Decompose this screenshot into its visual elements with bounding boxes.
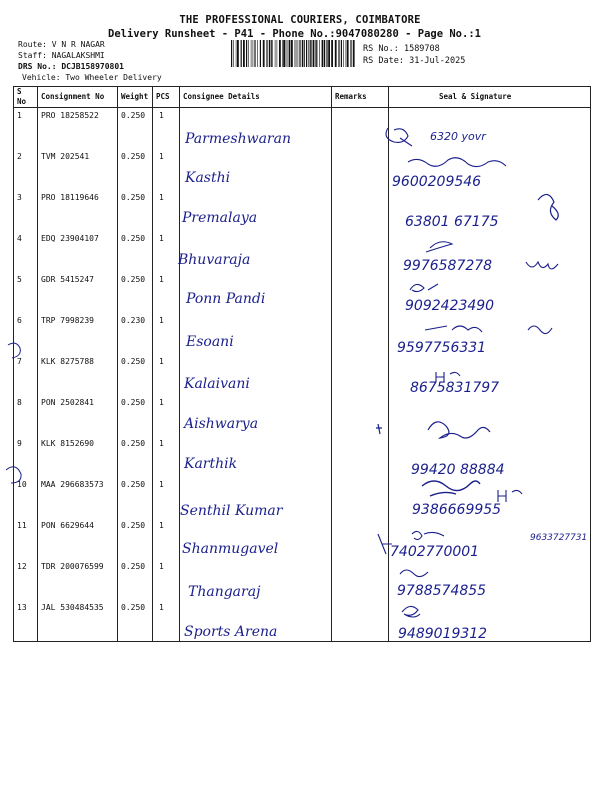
vehicle-line: Vehicle: Two Wheeler Delivery: [22, 73, 162, 82]
consignee-handwriting: Shanmugavel: [182, 541, 279, 557]
route-line: Route: V N R NAGAR: [18, 40, 105, 49]
barcode-bar: [315, 40, 316, 67]
barcode-bar: [343, 40, 344, 67]
table-row: [14, 477, 591, 518]
row-pcs: 1: [153, 149, 180, 190]
barcode-bar: [347, 40, 349, 67]
row-weight: 0.250: [118, 436, 153, 477]
table-row: [14, 108, 591, 150]
row-remarks: [332, 108, 389, 150]
barcode-bar: [324, 40, 325, 67]
row-pcs: 1: [153, 313, 180, 354]
row-seal-signature: [389, 518, 591, 559]
row-remarks: [332, 190, 389, 231]
barcode-bar: [282, 40, 283, 67]
row-consignee-details: [180, 436, 332, 477]
consignee-handwriting: Kalaivani: [184, 376, 250, 392]
barcode-bar: [313, 40, 315, 67]
barcode-bar: [328, 40, 330, 67]
row-consignment-no: EDQ 23904107: [38, 231, 118, 272]
table-row: [14, 149, 591, 190]
barcode-bar: [331, 40, 333, 67]
row-consignee-details: [180, 190, 332, 231]
barcode-image: [230, 40, 355, 67]
barcode-bar: [302, 40, 303, 67]
barcode-bar: [277, 40, 278, 67]
row-consignment-no: GDR 5415247: [38, 272, 118, 313]
table-row: [14, 559, 591, 600]
row-consignment-no: PON 6629644: [38, 518, 118, 559]
phone-handwriting: 9597756331: [397, 340, 487, 356]
phone-handwriting: 8675831797: [410, 380, 500, 396]
row-weight: 0.250: [118, 108, 153, 150]
row-sno: 1: [14, 108, 38, 150]
barcode-bar: [322, 40, 324, 67]
rs-date-value: 31-Jul-2025: [409, 56, 466, 66]
consignee-handwriting: Aishwarya: [184, 416, 259, 432]
barcode-bar: [326, 40, 327, 67]
row-weight: 0.250: [118, 149, 153, 190]
row-seal-signature: [389, 231, 591, 272]
row-remarks: [332, 600, 389, 642]
col-sno: S No: [14, 87, 38, 108]
consignee-handwriting: Esoani: [186, 334, 234, 350]
row-weight: 0.250: [118, 190, 153, 231]
row-consignment-no: MAA 296683573: [38, 477, 118, 518]
barcode-bar: [298, 40, 299, 67]
row-pcs: 1: [153, 272, 180, 313]
row-sno: 9: [14, 436, 38, 477]
phone-handwriting: 9976587278: [403, 258, 493, 274]
phone-handwriting: 9489019312: [398, 626, 488, 642]
row-sno: 8: [14, 395, 38, 436]
barcode-bar: [316, 40, 317, 67]
consignee-handwriting: Senthil Kumar: [180, 503, 283, 519]
row-seal-signature: [389, 108, 591, 150]
row-consignment-no: TRP 7998239: [38, 313, 118, 354]
phone-note-handwriting: 9633727731: [530, 533, 588, 543]
row-seal-signature: [389, 600, 591, 642]
barcode-bar: [253, 40, 254, 67]
staff-line: Staff: NAGALAKSHMI: [18, 51, 105, 60]
table-header-row: [14, 87, 591, 108]
row-remarks: [332, 395, 389, 436]
table-row: [14, 272, 591, 313]
phone-handwriting: 9386669955: [412, 502, 502, 518]
barcode-bar: [254, 40, 255, 67]
row-seal-signature: [389, 272, 591, 313]
barcode-bar: [353, 40, 355, 67]
vehicle-value: Two Wheeler Delivery: [65, 73, 162, 82]
row-consignee-details: [180, 559, 332, 600]
company-title: THE PROFESSIONAL COURIERS, COIMBATORE: [179, 14, 421, 26]
barcode-bar: [308, 40, 309, 67]
row-remarks: [332, 477, 389, 518]
table-row: [14, 354, 591, 395]
row-consignee-details: [180, 395, 332, 436]
row-seal-signature: [389, 149, 591, 190]
row-pcs: 1: [153, 190, 180, 231]
runsheet-subtitle: Delivery Runsheet - P41 - Phone No.:9047080280 - Page No.:1: [108, 28, 481, 40]
barcode-bar: [236, 40, 237, 67]
row-seal-signature: [389, 436, 591, 477]
barcode-bar: [311, 40, 312, 67]
row-sno: 7: [14, 354, 38, 395]
row-weight: 0.250: [118, 395, 153, 436]
barcode-bar: [269, 40, 270, 67]
barcode-bar: [272, 40, 273, 67]
phone-handwriting: 9600209546: [392, 174, 482, 190]
table-row: [14, 518, 591, 559]
barcode-bar: [283, 40, 285, 67]
barcode-bar: [341, 40, 342, 67]
row-weight: 0.250: [118, 231, 153, 272]
row-remarks: [332, 518, 389, 559]
row-consignee-details: [180, 108, 332, 150]
row-consignment-no: JAL 530484535: [38, 600, 118, 642]
row-consignee-details: [180, 600, 332, 642]
barcode-bar: [295, 40, 296, 67]
barcode-bar: [289, 40, 291, 67]
rs-no-line: RS No.: 1589708: [363, 44, 440, 54]
row-pcs: 1: [153, 354, 180, 395]
barcode-bar: [263, 40, 265, 67]
barcode-bar: [279, 40, 281, 67]
row-weight: 0.250: [118, 559, 153, 600]
row-sno: 2: [14, 149, 38, 190]
barcode-bar: [350, 40, 351, 67]
col-pcs: PCS: [153, 87, 180, 108]
row-pcs: 1: [153, 518, 180, 559]
runsheet-table: [13, 86, 591, 642]
phone-handwriting: 9788574855: [397, 583, 487, 599]
barcode-bar: [233, 40, 234, 67]
barcode-bar: [231, 40, 232, 67]
row-consignee-details: [180, 477, 332, 518]
barcode-bar: [241, 40, 242, 67]
row-remarks: [332, 354, 389, 395]
col-seal: Seal & Signature: [389, 87, 591, 108]
row-sno: 4: [14, 231, 38, 272]
row-consignee-details: [180, 518, 332, 559]
col-consignment: Consignment No: [38, 87, 118, 108]
drs-line: DRS No.: DCJB158970801: [18, 62, 124, 71]
row-weight: 0.250: [118, 600, 153, 642]
row-remarks: [332, 559, 389, 600]
route-value: V N R NAGAR: [51, 40, 105, 49]
row-pcs: 1: [153, 477, 180, 518]
barcode-bar: [251, 40, 252, 67]
barcode-bar: [304, 40, 305, 67]
drs-value: DCJB158970801: [61, 62, 124, 71]
barcode-bar: [248, 40, 249, 67]
barcode-bar: [260, 40, 261, 67]
consignee-handwriting: Ponn Pandi: [186, 291, 266, 307]
row-sno: 12: [14, 559, 38, 600]
rs-no-value: 1589708: [403, 44, 440, 54]
row-pcs: 1: [153, 600, 180, 642]
row-sno: 11: [14, 518, 38, 559]
table-row: [14, 313, 591, 354]
row-consignee-details: [180, 272, 332, 313]
row-consignment-no: KLK 8152690: [38, 436, 118, 477]
barcode-bar: [299, 40, 300, 67]
phone-handwriting: 99420 88884: [411, 462, 505, 478]
row-remarks: [332, 149, 389, 190]
barcode-bar: [266, 40, 267, 67]
col-weight: Weight: [118, 87, 153, 108]
barcode-bar: [335, 40, 337, 67]
barcode-bar: [246, 40, 247, 67]
barcode-bar: [346, 40, 347, 67]
row-seal-signature: [389, 395, 591, 436]
phone-handwriting: 6320 yovr: [430, 130, 486, 143]
row-sno: 13: [14, 600, 38, 642]
row-weight: 0.250: [118, 518, 153, 559]
barcode-bar: [243, 40, 245, 67]
row-weight: 0.250: [118, 354, 153, 395]
row-weight: 0.250: [118, 477, 153, 518]
row-seal-signature: [389, 559, 591, 600]
barcode-bar: [291, 40, 293, 67]
row-consignment-no: KLK 8275788: [38, 354, 118, 395]
row-remarks: [332, 231, 389, 272]
barcode-bar: [275, 40, 276, 67]
barcode-bar: [296, 40, 297, 67]
phone-handwriting: 7402770001: [390, 544, 480, 560]
row-pcs: 1: [153, 108, 180, 150]
row-consignee-details: [180, 149, 332, 190]
barcode-bar: [338, 40, 339, 67]
rs-date-line: RS Date: 31-Jul-2025: [363, 56, 466, 66]
row-remarks: [332, 313, 389, 354]
row-pcs: 1: [153, 395, 180, 436]
row-consignment-no: PRO 18119646: [38, 190, 118, 231]
barcode-bar: [237, 40, 239, 67]
barcode-bar: [257, 40, 258, 67]
row-pcs: 1: [153, 559, 180, 600]
row-seal-signature: [389, 354, 591, 395]
barcode-bar: [287, 40, 288, 67]
row-consignee-details: [180, 354, 332, 395]
row-weight: 0.250: [118, 272, 153, 313]
table-row: [14, 190, 591, 231]
barcode-bar: [319, 40, 320, 67]
consignee-handwriting: Parmeshwaran: [185, 131, 291, 147]
row-sno: 3: [14, 190, 38, 231]
table-row: [14, 436, 591, 477]
row-consignment-no: TVM 202541: [38, 149, 118, 190]
row-sno: 10: [14, 477, 38, 518]
row-consignment-no: TDR 200076599: [38, 559, 118, 600]
consignee-handwriting: Kasthi: [185, 170, 231, 186]
row-pcs: 1: [153, 231, 180, 272]
phone-handwriting: 63801 67175: [405, 214, 499, 230]
consignee-handwriting: Karthik: [184, 456, 238, 472]
row-sno: 5: [14, 272, 38, 313]
phone-handwriting: 9092423490: [405, 298, 495, 314]
staff-value: NAGALAKSHMI: [51, 51, 105, 60]
barcode-bar: [286, 40, 287, 67]
table-row: [14, 231, 591, 272]
table-row: [14, 395, 591, 436]
barcode-bar: [310, 40, 311, 67]
row-seal-signature: [389, 477, 591, 518]
row-remarks: [332, 272, 389, 313]
row-remarks: [332, 436, 389, 477]
row-consignee-details: [180, 313, 332, 354]
consignee-handwriting: Thangaraj: [188, 584, 261, 600]
row-weight: 0.230: [118, 313, 153, 354]
row-pcs: 1: [153, 436, 180, 477]
table-row: [14, 600, 591, 642]
col-remarks: Remarks: [332, 87, 389, 108]
row-consignment-no: PON 2502841: [38, 395, 118, 436]
consignee-handwriting: Sports Arena: [184, 624, 278, 640]
consignee-handwriting: Premalaya: [182, 210, 258, 226]
row-sno: 6: [14, 313, 38, 354]
barcode-bar: [306, 40, 307, 67]
row-consignment-no: PRO 18258522: [38, 108, 118, 150]
barcode-bar: [271, 40, 272, 67]
col-consignee: Consignee Details: [180, 87, 332, 108]
consignee-handwriting: Bhuvaraja: [178, 252, 251, 268]
row-seal-signature: [389, 190, 591, 231]
row-consignee-details: [180, 231, 332, 272]
row-seal-signature: [389, 313, 591, 354]
